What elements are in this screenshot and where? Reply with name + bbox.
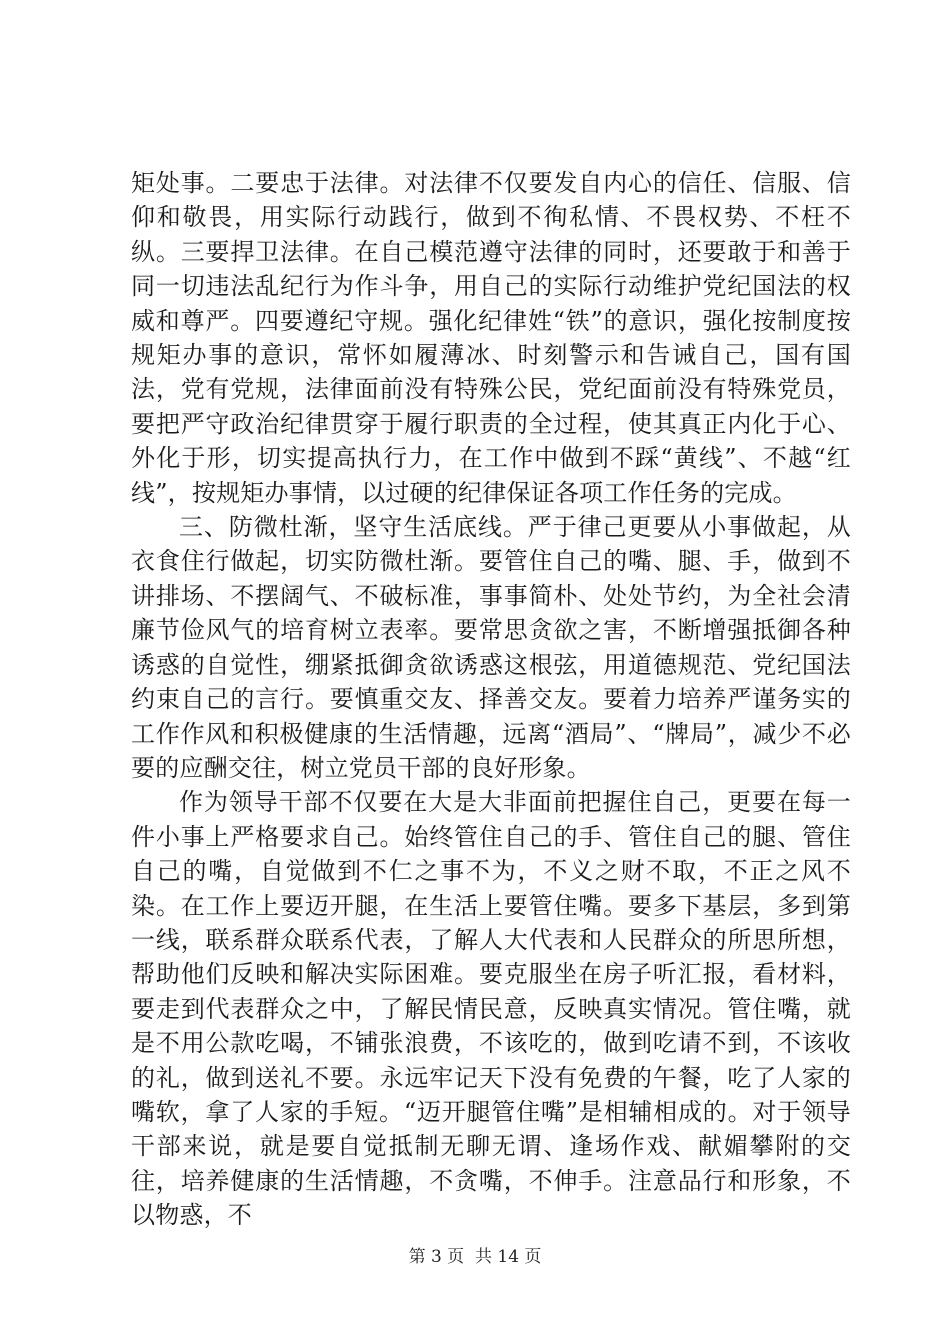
document-body bbox=[131, 166, 851, 1233]
page-footer bbox=[0, 1242, 950, 1267]
paragraph-3: 作为领导干部不仅要在大是大非面前把握住自己，更要在每一件小事上严格要求自己。始终管住自己的手、管住自己的腿、管住自己的嘴，自觉做到不仁之事不为，不义之财不取，不正之风不染。在工作上要迈开腿，在生活上要管住嘴。要多下基层，多到第一线，联系群众联系代表，了解人大代表和人民群众的所思所想，帮助他们反映和解决实际困难。要克服坐在房子听汇报，看材料，要走到代表群众之中，了解民情民意，反映真实情况。管住嘴，就是不用公款吃喝，不铺张浪费，不该吃的，做到吃请不到，不该收的礼，做到送礼不要。永远牢记天下没有免费的午餐，吃了人家的嘴软，拿了人家的手短。“迈开腿管住嘴”是相辅相成的。对于领导干部来说，就是要自觉抵制无聊无谓、逢场作戏、献媚攀附的交往，培养健康的生活情趣，不贪嘴，不伸手。注意品行和形象，不以物惑，不 bbox=[131, 788, 851, 1230]
paragraph-1: 矩处事。二要忠于法律。对法律不仅要发自内心的信任、信服、信仰和敬畏，用实际行动践行，做到不徇私情、不畏权势、不枉不纵。三要捍卫法律。在自己模范遵守法律的同时，还要敢于和善于同一切违法乱纪行为作斗争，用自己的实际行动维护党纪国法的权威和尊严。四要遵纪守规。强化纪律姓“铁”的意识，强化按制度按规矩办事的意识，常怀如履薄冰、时刻警示和告诫自己，国有国法，党有党规，法律面前没有特殊公民，党纪面前没有特殊党员，要把严守政治纪律贯穿于履行职责的全过程，使其真正内化于心、外化于形，切实提高执行力，在工作中做到不踩“黄线”、不越“红线”，按规矩办事情，以过硬的纪律保证各项工作任务的完成。 bbox=[131, 169, 851, 507]
paragraph-2: 三、防微杜渐，坚守生活底线。严于律己更要从小事做起，从衣食住行做起，切实防微杜渐。要管住自己的嘴、腿、手，做到不讲排场、不摆阔气、不破标准，事事简朴、处处节约，为全社会清廉节俭风气的培育树立表率。要常思贪欲之害，不断增强抵御各种诱惑的自觉性，绷紧抵御贪欲诱惑这根弦，用道德规范、党纪国法约束自己的言行。要慎重交友、择善交友。要着力培养严谨务实的工作作风和积极健康的生活情趣，远离“酒局”、“牌局”，减少不必要的应酬交往，树立党员干部的良好形象。 bbox=[131, 513, 851, 782]
page-number-label: 第 3 页 共 14 页 bbox=[408, 1247, 542, 1267]
